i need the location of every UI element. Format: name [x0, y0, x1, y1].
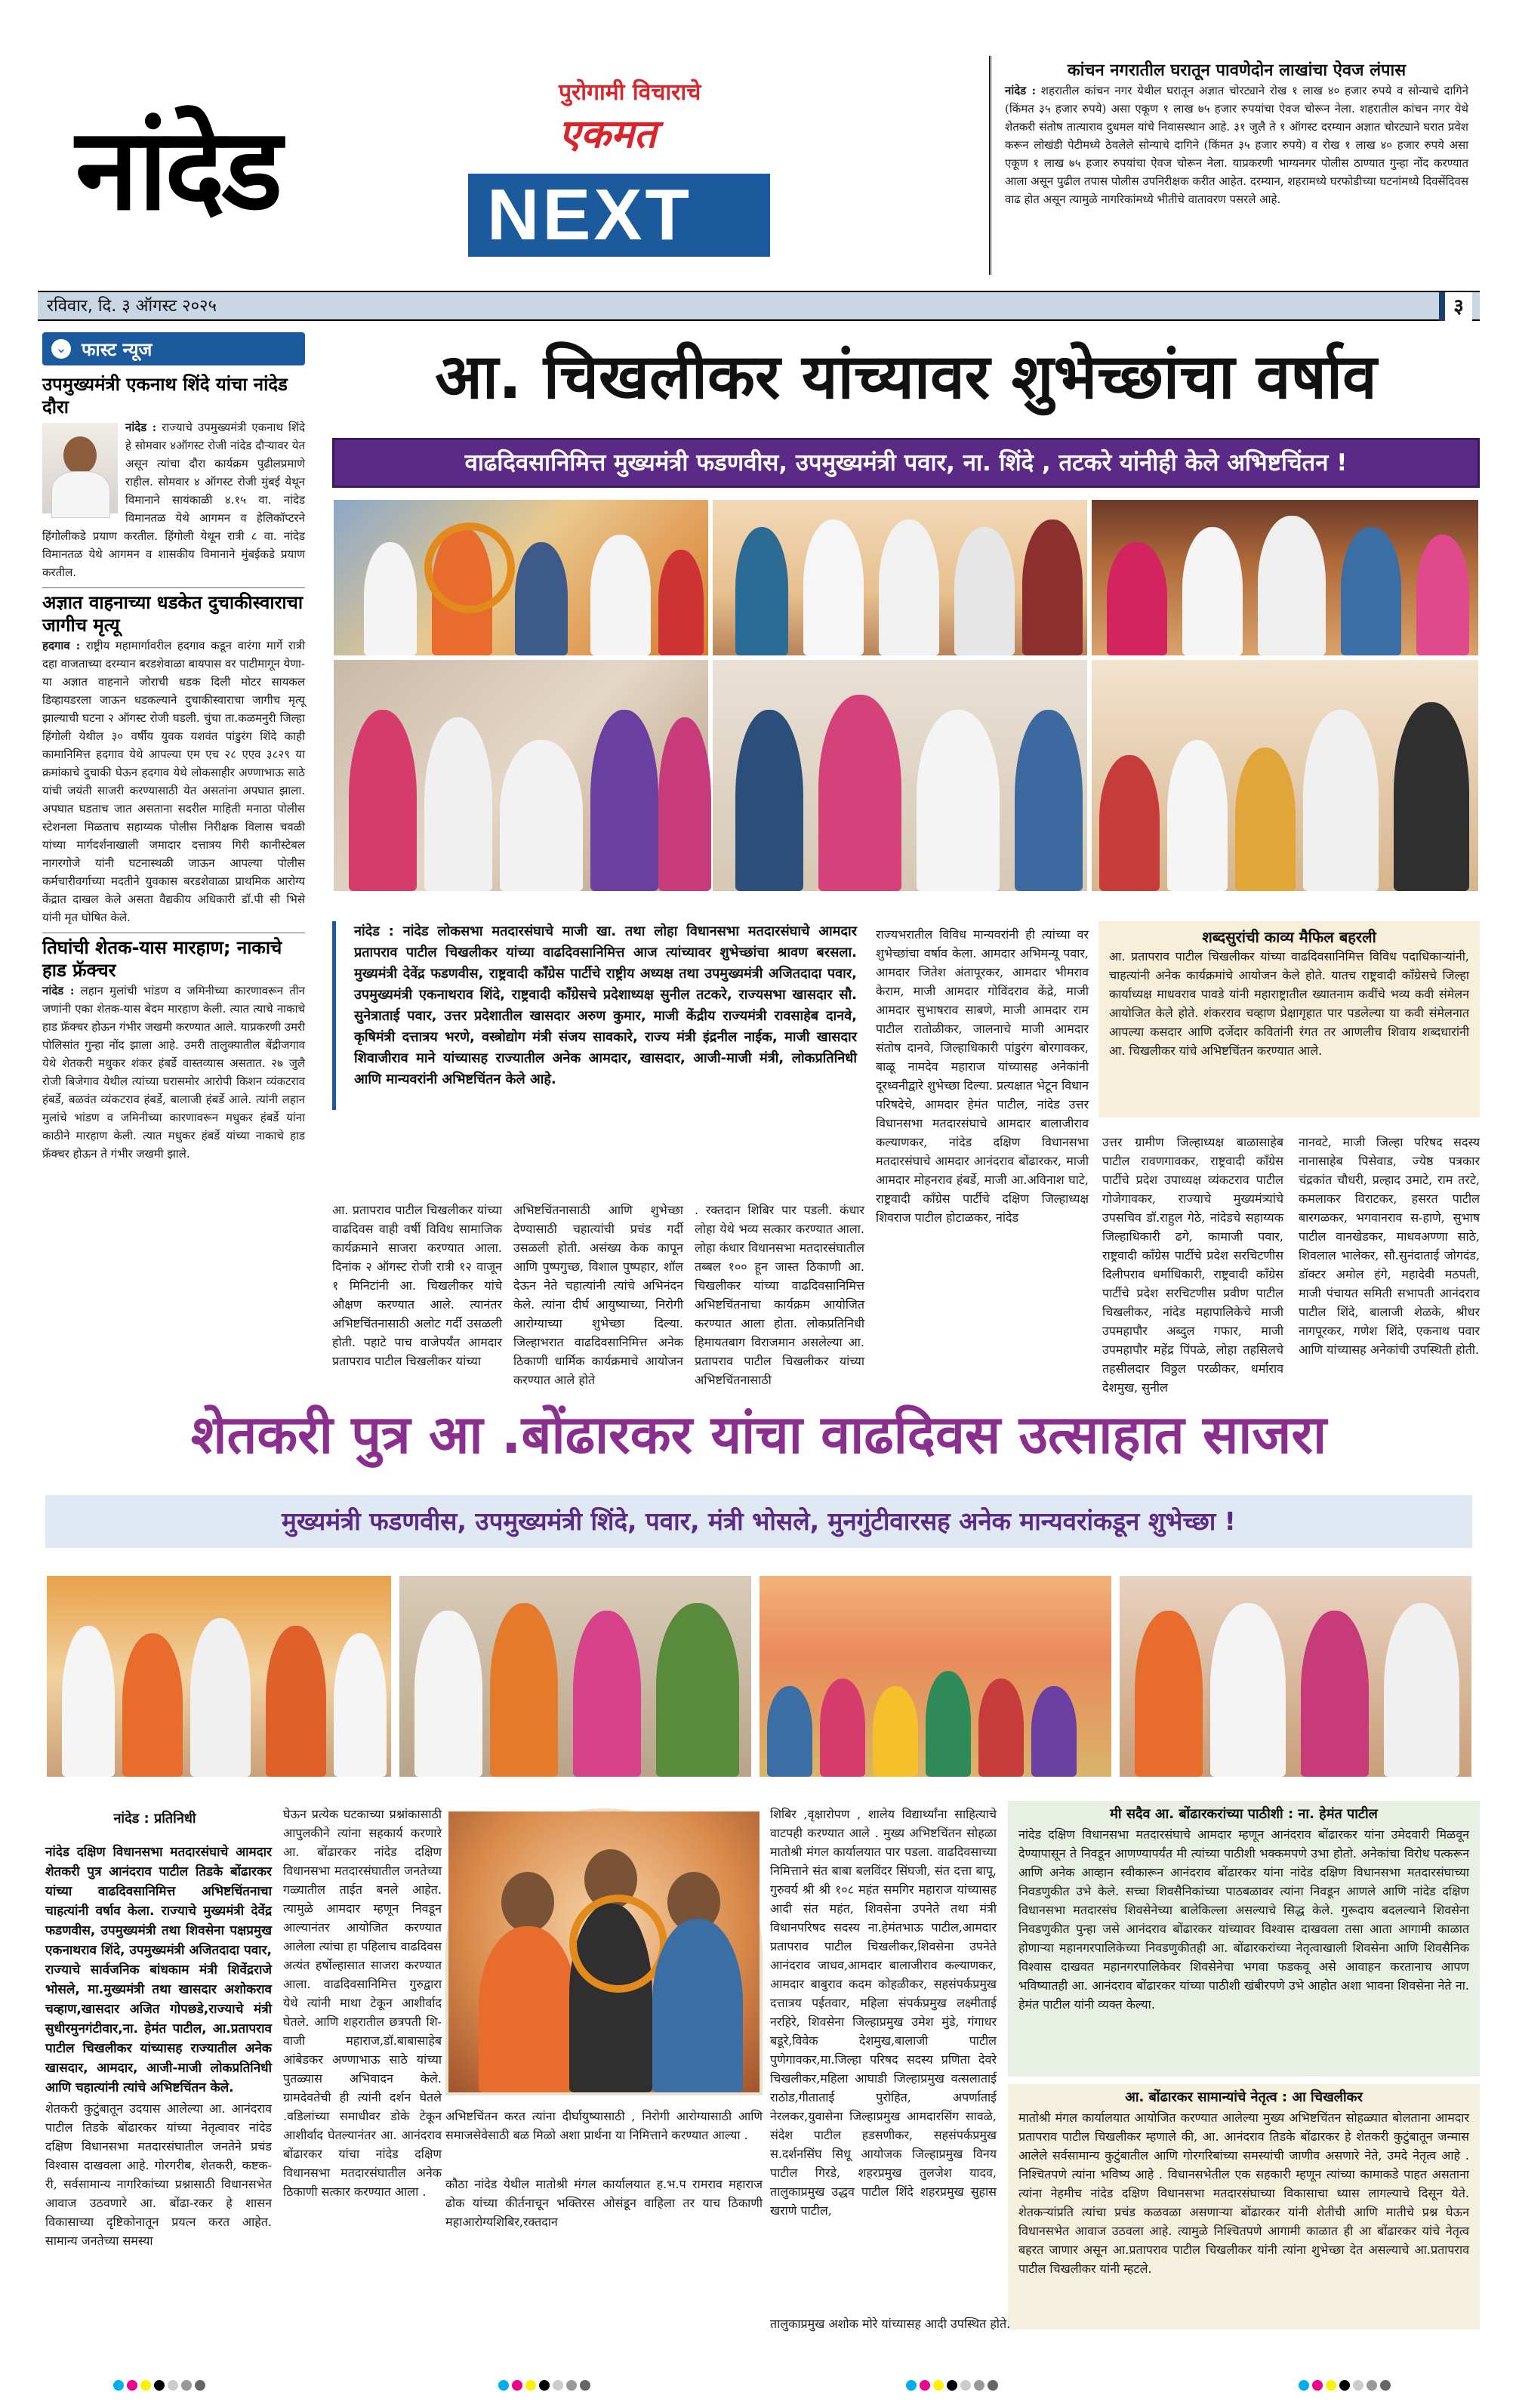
- lead1-subhead-bar: [332, 438, 1480, 488]
- lead1-intro: नांदेड : नांदेड लोकसभा मतदारसंघाचे माजी खा. तथा लोहा विधानसभा मतदारसंघाचे आमदार प्रतापराव पाटील चिखलीकर यांच्या वाढदिवसानिमित्त आज त्यांच्यावर शुभेच्छांचा श्रावण बरसला. मुख्यमंत्री देवेंद्र फडणवीस, राष्ट्रवादी कॉंग्रेस पार्टीचे राष्ट्रीय अध्यक्ष तथा उपमुख्यमंत्री अजितदादा पवार, उपमुख्यमंत्री एकनाथराव शिंदे, राष्ट्रवादी कॉंग्रेसचे प्रदेशाध्यक्ष सुनील तटकरे, राज्यसभा खासदार सौ. सुनेत्राताई पवार, उत्तर प्रदेशातील खासदार अरुण कुमार, माजी केंद्रीय राज्यमंत्री रावसाहेब दानवे, कृषिमंत्री दत्तात्रय भरणे, वस्त्रोद्योग मंत्री संजय सावकारे, राज्य मंत्री इंद्रनील नाईक, माजी खासदार शिवाजीराव माने यांच्यासह राज्यातील अनेक आमदार, खासदार, आजी-माजी मंत्री, लोकप्रतिनिधी आणि मान्यवरांनी अभिष्टचिंतन केले आहे.: [354, 923, 857, 1087]
- lead1-column: राज्यभरातील विविध मान्यवरांनी ही त्यांच्या वर शुभेच्छांचा वर्षाव केला. आमदार अभिमन्यू पवार, आमदार जितेश अंतापूरकर, आमदार भीमराव केराम, माजी आमदार गोविंदराव केंद्रे, माजी आमदार सुभाषराव साबणे, माजी आमदार राम पाटील रातोळीकर, जालनाचे माजी आमदार संतोष दानवे, जिल्हाधिकारी पांडुरंग बोरगावकर, बाळू नामदेव महाराज यांच्यासह अनेकांनी दूरध्वनीद्वारे शुभेच्छा दिल्या. प्रत्यक्षात भेटून विधान परिषदेचे, आमदार हेमंत पाटील, नांदेड उत्तर विधानसभा मतदारसंघाचे आमदार बालाजीराव कल्याणकर, नांदेड दक्षिण विधानसभा मतदारसंघाचे आमदार आनंदराव बोंढारकर, माजी आमदार मोहनराव हंबर्डे, माजी आ.अविनाश घाटे, राष्ट्रवादी कॉंग्रेस पार्टीचे दक्षिण जिल्हाध्यक्ष शिवराज पाटील होटाळकर, नांदेड: [876, 927, 1089, 1225]
- lead1-column: अभिष्टचिंतनासाठी आणि शुभेच्छा देण्यासाठी चहात्यांची प्रचंड गर्दी उसळली होती. असंख्य केक कापून आणि पुष्पगुच्छ, विशाल पुष्पहार, शॉल देऊन नेते चहात्यांनी त्यांचे अभिनंदन केले. त्यांना दीर्घ आयुष्याच्या, निरोगी आरोग्याच्या शुभेच्छा दिल्या. जिल्हाभरात वाढदिवसानिमित्त अनेक ठिकाणी धार्मिक कार्यक्रमाचे आयोजन करण्यात आले होते: [513, 1203, 683, 1387]
- lead1-photo-6: [1090, 658, 1480, 893]
- lead1-column: नानवटे, माजी जिल्हा परिषद सदस्य नानासाहेब पिसेवाड, ज्येष्ठ पत्रकार चंद्रकांत चौधरी, प्रल्हाद उमाटे, राम तरटे, कमलाकर विराटकर, हसरत पाटील बारगळकर, भगवानराव स-हाणे, सुभाष पाटील वानखेडकर, माधवअण्णा साठे, शिवलाल भालेकर, सौ.सुनंदाताई जोगदंड, डॉक्टर अमोल हंगे, महादेवी मठपती, माजी पंचायत समिती सभापती आनंदराव पाटील शिंदे, बालाजी शेळके, श्रीधर नागपूरकर, गणेश शिंदे, एकनाथ पवार आणि यांच्यासह अनेकांची उपस्थिती होती.: [1299, 1135, 1480, 1357]
- lead1-subhead: वाढदिवसानिमित्त मुख्यमंत्री फडणवीस, उपमुख्यमंत्री पवार, ना. शिंदे , तटकरे यांनीही केले अभिष्टचिंतन !: [464, 449, 1348, 476]
- lead2-box2-title: आ. बोंढारकर सामान्यांचे नेतृत्व : आ चिखलीकर: [1125, 2089, 1363, 2105]
- fast-news-header: [42, 332, 305, 365]
- lead2-box2-body: मातोश्री मंगल कार्यालयात आयोजित करण्यात आलेल्या मुख्य अभिष्टचिंतन सोहळ्यात बोलताना आमदार प्रतापराव पाटील चिखलीकर म्हणाले की, आ. आनंदराव तिडके बोंढारकर हे शेतकरी कुटुंबातून जन्मास आलेले सर्वसामान्य कुटुंबातील आणि गोरगरिबांच्या समस्यांची जाणीव असणारे नेते, उमदे नेतृत्व आहे . निश्चितपणे त्यांना भविष्य आहे . विधानसभेतील एक सहकारी म्हणून त्यांच्या कामाकडे पाहत असताना त्यांना नेहमीच नांदेड दक्षिण विधानसभा मतदारसंघाच्या विकासाचा ध्यास लागल्याचे दिसून येते. शेतकऱ्यांप्रति त्यांचा प्रचंड कळवळा असणाऱ्या बोंढारकर यांनी शेतीची आणि मातीचे प्रश्न घेऊन विधानसभेत आवाज उठवला आहे. त्यामुळे निश्चितपणे आगामी काळात ही आ बोंढारकर यांचे नेतृत्व बहरत जाणार असून आ.प्रतापराव पाटील चिखलीकर यांनी त्यांना शुभेच्छा देत असल्याचे आ.प्रतापराव पाटील चिखलीकर यांनी म्हटले.: [1018, 2110, 1469, 2276]
- lead1-column: . रक्तदान शिबिर पार पडली. कंधार लोहा येथे भव्य सत्कार करण्यात आला. लोहा कंधार विधानसभा मतदारसंघातील तब्बल १०० हून जास्त ठिकाणी आ. चिखलीकर यांच्या वाढदिवसानिमित्त अभिष्टचिंतनाचा कार्यक्रम आयोजित करण्यात आला होता. लोकप्रतिनिधी हिमायतबाग विराजमान असलेल्या आ. प्रतापराव पाटील चिखलीकर यांच्या अभिष्टचिंतनासाठी: [695, 1203, 864, 1387]
- fast-news-text: राष्ट्रीय महामार्गावरील हदगाव कडून वारंगा मार्गे रात्री दहा वाजताच्या दरम्यान बरडशेवाळा बायपास वर पाटीमागून येणा-या अज्ञात वाहनाने जोराची धडक दिली मोटर सायकल डिव्हायडरला जाऊन धडकल्याने दुचाकीस्वाराचा जागीच मृत्यू झाल्याची घटना २ ऑगस्ट रोजी घडली. चुंचा ता.कळमनुरी जिल्हा हिंगोली येथील ३० वर्षीय युवक यशवंत पांडुरंग शिंदे काही कामानिमित्त हदगाव येथे आपल्या एम एच २८ एएव ३८२९ या क्रमांकाचे दुचाकी घेऊन हदगाव येथे लोकसाहीर अण्णाभाऊ साठे यांची जयंती साजरी करण्यासाठी येत असतांना अपघात झाला. अपघात घडताच जात असताना सदरील माहिती मनाठा पोलीस स्टेशनला मिळताच सहाय्यक पोलीस निरीक्षक विलास चवळी यांच्या मार्गदर्शनाखाली जमादार दत्तात्रय गिरी कानीस्टेबल नागरगोजे यांनी घटनास्थळी जाऊन आपल्या पोलीस कर्मचारीवर्गाच्या मदतीने युवकास बरडशेवाळा प्राथमिक आरोग्य केंद्रात दाखल केले असता वैद्यकीय अधिकारी डॉ.पी सी भिसे यांनी मृत घोषित केले.: [42, 639, 305, 924]
- lead2-box-1: [1008, 1801, 1480, 2077]
- lead2-column: कौठा नांदेड येथील मातोश्री मंगल कार्यालयात ह.भ.प रामराव महाराज ढोक यांच्या कीर्तनाचून भक्तिरस ओसंडून वाहिला तर याच ठिकाणी महाआरोग्यशिबिर,रक्तदान: [445, 2177, 763, 2229]
- fast-news-dateline: हदगाव :: [42, 639, 81, 652]
- registration-marks: [498, 2380, 590, 2391]
- masthead-tagline: पुरोगामी विचाराचे: [559, 79, 701, 106]
- lead1-photo-4: [332, 658, 710, 893]
- lead2-column: शिबिर ,वृक्षारोपण , शालेय विद्यार्थ्यांना साहित्याचे वाटपही करण्यात आले . मुख्य अभिष्टचिंतन सोहळा मातोश्री मंगल कार्यालयात पार पडला. वाढदिवसाच्या निमित्ताने संत बाबा बलविंदर सिंघजी, संत दत्ता बापू, गुरुवर्य श्री श्री १०८ महंत समगिर महाराज यांच्यासह आदी संत महंत, शिवसेना उपनेते तथा मंत्री विधानपरिषद सदस्य ना.हेमंतभाऊ पाटील,आमदार प्रतापराव पाटील चिखलीकर,शिवसेना उपनेते आनंदराव जाधव,आमदार बालाजीराव कल्याणकर, आमदार बाबुराव कदम कोहळीकर, सहसंपर्कप्रमुख दत्तात्रय पईतवार, महिला संपर्कप्रमुख लक्ष्मीताई नरहिरे, शिवसेना जिल्हाप्रमुख उमेश मुंडे, गंगाधर बडूरे,विवेक देशमुख,बालाजी पाटील पुणेगावकर,मा.जिल्हा परिषद सदस्य प्रणिता देवरे चिखलीकर,महिला आघाडी जिल्हाप्रमुख वत्सलाताई राठोड,गीताताई पुरोहित, अपर्णाताई नेरलकर,युवासेना जिल्हाप्रमुख आमदारसिंग सावळे, संदेश पाटील हडसणीकर, सहसंपर्कप्रमुख स.दर्शनसिंघ सिधू आयोजक जिल्हाप्रमुख विनय पाटील गिरडे, शहरप्रमुख तुलजेश यादव, तालुकाप्रमुख उद्धव पाटील शिंदे शहरप्रमुख सुहास खराणे पाटील,: [770, 1807, 997, 2218]
- chevron-down-icon: ⌄: [51, 339, 71, 359]
- top-news-box: [989, 56, 1476, 275]
- lead2-intro: नांदेड दक्षिण विधानसभा मतदारसंघाचे आमदार शेतकरी पुत्र आनंदराव पाटील तिडके बोंढारकर यांच्या वाढदिवसानिमित्त अभिष्टचिंतनाचा चाहत्यांनी वर्षाव केला. राज्याचे मुख्यमंत्री देवेंद्र फडणवीस, उपमुख्यमंत्री तथा शिवसेना पक्षप्रमुख एकनाथराव शिंदे, उपमुख्यमंत्री अजितदादा पवार, राज्याचे सार्वजनिक बांधकाम मंत्री शिवेंद्रराजे भोसले, मा.मुख्यमंत्री तथा खासदार अशोकराव चव्हाण,खासदार अजित गोपछडे,राज्याचे मंत्री सुधीरमुनगंटीवार,ना. हेमंत पाटील, आ.प्रतापराव पाटील चिखलीकर यांच्यासह राज्यातील अनेक खासदार, आमदार, आजी-माजी लोकप्रतिनिधी आणि चहात्यांनी त्यांचे अभिष्टचिंतन केले.: [45, 1845, 272, 2095]
- issue-date: रविवार, दि. ३ ऑगस्ट २०२५: [47, 297, 217, 316]
- lead1-sidebar-box: [1098, 921, 1480, 1118]
- fast-news-dateline: नांदेड :: [125, 421, 157, 434]
- lead1-photo-3: [1090, 498, 1480, 657]
- shinde-photo: [42, 423, 118, 513]
- fast-news-title: फास्ट न्यूज: [82, 338, 153, 360]
- lead2-tail: तालुकाप्रमुख अशोक मोरे यांच्यासह आदी उपस्थित होते.: [770, 2317, 1011, 2331]
- lead1-box-body: आ. प्रतापराव पाटील चिखलीकर यांच्या वाढदिवसानिमित्त विविध पदाधिकाऱ्यांनी, चाहत्यांनी अनेक कार्यक्रमांचे आयोजन केले होते. यातच राष्ट्रवादी कॉंग्रेसचे जिल्हा कार्याध्यक्ष माधवराव पावडे यांनी महाराष्ट्रातील ख्यातनाम कवींचे भव्य कवी संमेलन आयोजित केले होते. शंकरराव चव्हाण प्रेक्षागृहात पार पडलेल्या या कवी संमेलनात आपल्या कसदार आणि दर्जेदार कवितांनी रंगत तर आणलीच शिवाय शब्दधारांनी आ. चिखलीकर यांचे अभिष्टचिंतन करण्यात आले.: [1109, 949, 1469, 1058]
- masthead-title: नांदेड: [75, 104, 280, 236]
- top-news-title: कांचन नगरातील घरातून पावणेदोन लाखांचा ऐवज लंपास: [1067, 61, 1407, 80]
- fast-news-item: [42, 373, 305, 581]
- fast-news-item: [42, 587, 305, 927]
- registration-marks: [113, 2380, 205, 2391]
- lead2-box1-title: मी सदैव आ. बोंढारकरांच्या पाठीशी : ना. हेमंत पाटील: [1110, 1806, 1378, 1822]
- top-news-text: शहरातील कांचन नगर येथील घरातून अज्ञात चोरट्याने रोख १ लाख ४० हजार रुपये व सोन्याचे दागिने (किंमत ३५ हजार रुपये) असा एकूण १ लाख ७५ हजार रुपयांचा ऐवज चोरून नेला. शहरातील कांचन नगर येथे शेतकरी संतोष तात्याराव दुधमल यांचे निवासस्थान आहे. ३१ जुलै ते १ ऑगस्ट दरम्यान अज्ञात चोरट्याने घरात प्रवेश करून लोखंडी पेटीमध्ये ठेवलेले सोन्याचे दागिने (किंमत ३५ हजार रुपये) व रोख १ लाख ४० हजार रुपये असा एकूण १ लाख ७५ हजार रुपयांचा ऐवज चोरून नेला. याप्रकरणी भाग्यनगर पोलीस ठाण्यात गुन्हा नोंद करण्यात आला असून पुढील तपास पोलीस उपनिरीक्षक करीत आहेत. दरम्यान, शहरामध्ये घरफोडीच्या घटनांमध्ये दिवसेंदिवस वाढ होत असून त्यामुळे नागरिकांमध्ये भीतीचे वातावरण पसरले आहे.: [1005, 84, 1468, 206]
- lead2-box-2: [1008, 2084, 1480, 2329]
- lead1-column: उत्तर ग्रामीण जिल्हाध्यक्ष बाळासाहेब पाटील रावणगावकर, राष्ट्रवादी कॉंग्रेस पार्टीचे प्रदेश उपाध्यक्ष व्यंकटराव पाटील गोजेगावकर, राज्याचे मुख्यमंत्र्यांचे उपसचिव डॉ.राहुल गेठे, नांदेडचे सहाय्यक जिल्हाधिकारी ढगे, कामाजी पवार, राष्ट्रवादी कॉंग्रेस पार्टीचे प्रदेश सरचिटणीस दिलीपराव धर्माधिकारी, राष्ट्रवादी कॉंग्रेस पार्टीचे प्रदेश सरचिटणीस प्रवीण पाटील चिखलीकर, नांदेड महापालिकेचे माजी उपमहापौर अब्दुल गफार, माजी उपमहापौर महेंद्र पिंपळे, लोहा तहसिलचे तहसीलदार विठ्ठल परळीकर, धर्माराव देशमुख, सुनील: [1102, 1135, 1283, 1395]
- lead1-headline: आ. चिखलीकर यांच्यावर शुभेच्छांचा वर्षाव: [435, 341, 1377, 413]
- fast-news-body: [42, 982, 305, 1163]
- fast-news-headline: तिघांची शेतक-यास मारहाण; नाकाचे हाड फ्रॅक्चर: [42, 937, 282, 981]
- lead1-photo-1: [332, 498, 710, 657]
- lead2-photo-caption: अभिष्टचिंतन करत त्यांना दीर्घायुष्यासाठी , निरोगी आरोग्यासाठी आणि समाजसेवेसाठी बळ मिळो अशा प्रार्थना या निमित्ताने करण्यात आल्या .: [445, 2109, 763, 2142]
- top-news-body: [1005, 82, 1468, 270]
- next-logo-text: NEXT: [487, 174, 693, 255]
- fast-news-text: राज्याचे उपमुख्यमंत्री एकनाथ शिंदे हे सोमवार ४ऑगस्ट रोजी नांदेड दौऱ्यावर येत असून त्यांचा दौरा कार्यक्रम पुढीलप्रमाणे राहील. सोमवार ४ ऑगस्ट रोजी मुंबई येथून विमानाने सायंकाळी ४.१५ वा. नांदेड विमानतळ येथे आगमन व हेलिकॉप्टरने हिंगोलीकडे प्रयाण करतील. हिंगोली येथून रात्री ८ वा. नांदेड विमानतळ येथे आगमन व शासकीय विमानाने मुंबईकडे प्रयाण करतील.: [42, 421, 305, 579]
- lead2-dateline: नांदेड : प्रतिनिधी: [113, 1811, 196, 1827]
- lead2-subhead: मुख्यमंत्री फडणवीस, उपमुख्यमंत्री शिंदे, पवार, मंत्री भोसले, मुनगुंटीवारसह अनेक मान्यवरांकडून शुभेच्छा !: [282, 1506, 1236, 1536]
- masthead: [38, 42, 800, 291]
- lead1-photo-2: [711, 498, 1089, 657]
- lead2-subhead-bar: [45, 1495, 1472, 1548]
- lead2-box1-body: नांदेड दक्षिण विधानसभा मतदारसंघाचे आमदार म्हणून आनंदराव बोंढारकर यांना उमेदवारी मिळवून देण्यापासून ते निवडून आणण्यापर्यंत मी त्यांच्या पाठीशी भक्कमपणे उभा होतो. अनेकांचा विरोध पत्करून आणि अनेक आव्हान स्वीकारून आनंदराव बोंढारकर यांना नांदेड दक्षिण विधानसभा मतदारसंघाच्या निवडणुकीत उभे केले. सच्चा शिवसैनिकांच्या पाठबळावर त्यांना निवडून आणले आणि नांदेड दक्षिण विधानसभा मतदारसंघ शिवसेनेच्या बालेकिल्ला असल्याचे सिद्ध केले. गुरूदाय बदलल्याने शिवसेना निवडणुकीत पुन्हा जसे आनंदराव बोंढारकर यांच्यावर विश्वास दाखवला तसा आता आगामी काळात होणाऱ्या महानगरपालिकेच्या निवडणुकीतही आ. बोंढारकरांच्या नेतृत्वाखाली शिवसेना आणि शिवसैनिक विश्वास दाखवत महानगरपालिकेवर शिवसेनेचा भगवा फडकवू असे आवाहन करतानाच आपण भविष्यातही आ. आनंदराव बोंढारकर यांच्या पाठीशी खंबीरपणे उभे आहोत अशा भावना शिवसेना नेते ना. हेमंत पाटील यांनी व्यक्त केल्या.: [1018, 1827, 1469, 2012]
- fast-news-body: [42, 637, 305, 927]
- fast-news-dateline: नांदेड :: [42, 984, 75, 997]
- lead2-photo-2: [398, 1574, 753, 1778]
- lead2-photo-1: [45, 1574, 393, 1778]
- page-number: ३: [1439, 292, 1472, 321]
- date-strip: [38, 291, 1480, 321]
- lead1-box-title: शब्दसुरांची काव्य मैफिल बहरली: [1202, 928, 1376, 946]
- lead2-headline: शेतकरी पुत्र आ .बोंढारकर यांचा वाढदिवस उत्साहात साजरा: [190, 1404, 1327, 1466]
- lead2-column: शेतकरी कुटुंबातून उदयास आलेल्या आ. आनंदराव पाटील तिडके बोंढारकर यांच्या नेतृत्वावर नांदेड दक्षिण विधानसभा मतदारसंघातील जनतेने प्रचंड विश्वास दाखवला आहे. गोरगरीब, शेतकरी, कष्टक-री, सर्वसामान्य नागरिकांच्या प्रश्नासाठी विधानसभेत आवाज उठवणारे आ. बोंढा-रकर हे शासन विकासाच्या दृष्टिकोनातून प्रयत्न करत आहेत. सामान्य जनतेच्या समस्या: [45, 2101, 272, 2248]
- registration-marks: [1299, 2380, 1391, 2391]
- lokmat-logo: एकमत: [559, 112, 657, 157]
- lead2-photo-4: [1118, 1574, 1473, 1778]
- fast-news-item: [42, 933, 305, 1163]
- top-news-dateline: नांदेड :: [1005, 84, 1036, 97]
- fast-news-sidebar: [38, 332, 310, 1374]
- lead2-column: घेऊन प्रत्येक घटकाच्या प्रश्नांकासाठी आपुलकीने त्यांना सहकार्य करणारे आ. बोंढारकर नांदेड दक्षिण विधानसभा मतदारसंघातील जनतेच्या गळ्यातील ताईत बनले आहेत. त्यामुळे आमदार म्हणून निवडून आल्यानंतर आयोजित करण्यात आलेला त्यांचा हा पहिलाच वाढदिवस अत्यंत हर्षोल्हासात साजरा करण्यात आला. वाढदिवसानिमित्त गुरुद्वारा येथे त्यांनी माथा टेकून आशीर्वाद घेतले. आणि शहरातील छत्रपती शि-वाजी महाराज,डॉ.बाबासाहेब आंबेडकर अण्णाभाऊ साठे यांच्या पुतळ्यास अभिवादन केले. ग्रामदेवतेची ही त्यांनी दर्शन घेतले .वडिलांच्या समाधीवर डोके टेकून आशीर्वाद घेतल्यानंतर आ. आनंदराव बोंढारकर यांचा नांदेड दक्षिण विधानसभा मतदारसंघातील अनेक ठिकाणी सत्कार करण्यात आला .: [283, 1807, 442, 2199]
- lead1-intro-box: [332, 921, 864, 1110]
- fast-news-headline: अज्ञात वाहनाच्या धडकेत दुचाकीस्वाराचा जागीच मृत्यू: [42, 592, 304, 636]
- lead2-photo-3: [758, 1574, 1113, 1778]
- lead1-photo-5: [711, 658, 1089, 893]
- fast-news-headline: उपमुख्यमंत्री एकनाथ शिंदे यांचा नांदेड दौरा: [42, 374, 288, 418]
- next-logo: [468, 174, 770, 257]
- lead2-center-photo: [445, 1808, 763, 2095]
- registration-marks: [906, 2380, 998, 2391]
- lead1-column: आ. प्रतापराव पाटील चिखलीकर यांच्या वाढदिवस वाही वर्षी विविध सामाजिक कार्यक्रमाने साजरा करण्यात आला. दिनांक २ ऑगस्ट रोजी रात्री १२ वाजून १ मिनिटांनी आ. चिखलीकर यांचे औक्षण करण्यात आले. त्यानंतर अभिष्टचिंतनासाठी अलोट गर्दी उसळली होती. पहाटे पाच वाजेपर्यंत आमदार प्रतापराव पाटील चिखलीकर यांच्या: [332, 1203, 502, 1368]
- fast-news-text: लहान मुलांची भांडण व जमिनीच्या कारणावरून तीन जणांनी एका शेतक-यास बेदम मारहाण केली. त्यात त्याचे नाकाचे हाड फ्रॅक्चर होऊन गंभीर जखमी करण्यात आले. याप्रकरणी उमरी पोलिसांत गुन्हा नोंद झाला आहे. उमरी तालुक्यातील बेंद्रीजगाव येथे शेतकरी मधुकर शंकर हंबर्डे वास्तव्यास असतात. २७ जुलै रोजी बिजेगाव येथील त्यांच्या घरासमोर आरोपी किशन व्यंकटराव हंबर्डे, बळवंत व्यंकटराव हंबर्डे, बालाजी हंबर्डे आले. त्यांनी लहान मुलांचे भांडण व जमिनीच्या कारणावरून मधुकर हंबर्डे यांना काठीने मारहाण केली. त्यात मधुकर हंबर्डे यांच्या नाकाचे हाड फ्रॅक्चर होऊन ते गंभीर जखमी झाले.: [42, 984, 305, 1161]
